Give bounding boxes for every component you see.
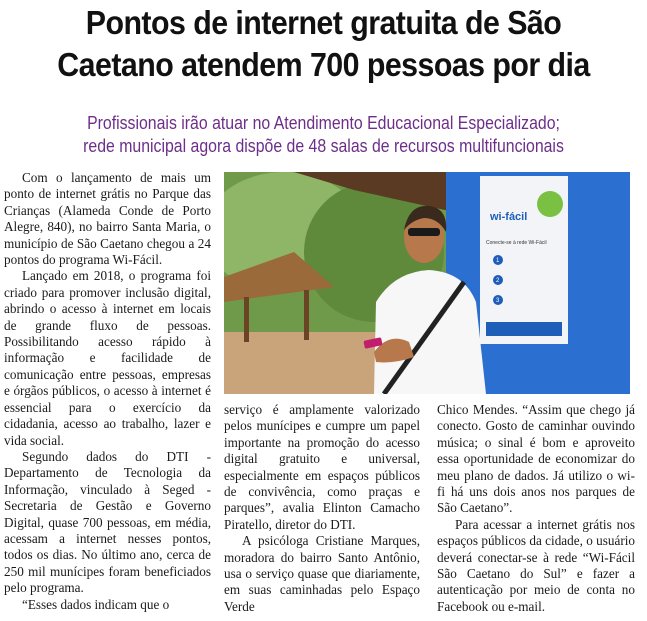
sign-instruction: Conecte-se à rede Wi-Fácil — [486, 240, 547, 246]
paragraph: Lançado em 2018, o programa foi criado para promover inclusão digital, abrindo o acesso à internet em locais de grande fluxo de pessoas. Possibilitando acesso rápido à informação e facilidade de comunicação entre pessoas, empresas e órgãos públicos, o acesso à internet é essencial para o exercício da cidadania, acesso ao trabalho, lazer e vida social. — [4, 268, 211, 448]
subhead-line-1: Profissionais irão atuar no Atendimento Educacional Especializado; — [87, 113, 560, 133]
headline-line-1: Pontos de internet gratuita de São — [85, 4, 562, 41]
paragraph: serviço é amplamente valorizado pelos munícipes e cumpre um papel importante na promoção do acesso digital gratuito e universal, especialmente em espaços públicos de convivência, como praças e parques”, avalia Elinton Camacho Piratello, diretor do DTI. — [224, 402, 420, 532]
photo-illustration — [224, 172, 630, 394]
gazebo-post — [244, 297, 249, 342]
paragraph: Para acessar a internet grátis nos espaços públicos da cidade, o usuário deverá conectar-se à rede “Wi-Fácil São Caetano do Sul” e fazer a autenticação por meio de conta no Facebook ou e-mail. — [437, 516, 635, 614]
text-column-2 — [224, 402, 420, 615]
paragraph: Com o lançamento de mais um ponto de internet grátis no Parque das Crianças (Alameda Conde de Porto Alegre, 840), no bairro Santa Maria, o município de São Caetano chegou a 24 pontos do programa Wi-Fácil. — [4, 170, 211, 268]
headline-line-2: Caetano atendem 700 pessoas por dia — [57, 46, 590, 83]
paragraph: Segundo dados do DTI - Departamento de Tecnologia da Informação, vinculado à Seged - Secretaria de Gestão e Governo Digital, quase 700 pessoas, em média, acessam a internet nesses pontos, todos os dias. No último ano, cerca de 250 mil munícipes foram beneficiados pelo programa. — [4, 448, 211, 596]
sign-step: 1 — [496, 258, 500, 264]
sign-logo: wi-fácil — [490, 211, 528, 223]
sunglasses-icon — [408, 228, 440, 236]
sign-footer — [486, 322, 562, 336]
gazebo-post — [304, 290, 309, 340]
sign-step: 3 — [496, 298, 500, 304]
article-photo — [224, 172, 630, 394]
article-headline — [26, 2, 621, 86]
text-column-1 — [4, 170, 211, 613]
paragraph: A psicóloga Cristiane Marques, moradora do bairro Santo Antônio, usa o serviço quase que diariamente, em suas caminhadas pelo Espaço Verde — [224, 533, 420, 614]
paragraph: “Esses dados indicam que o — [22, 596, 170, 612]
text-column-3 — [437, 402, 635, 615]
article-subhead — [39, 112, 608, 158]
paragraph: Chico Mendes. “Assim que chego já conecto. Gosto de caminhar ouvindo música; o sinal é bom e aproveito essa oportunidade de economizar do meu plano de dados. Já utilizo o wi-fi há uns dois anos nos parques de São Caetano”. — [437, 402, 635, 516]
sign-step: 2 — [496, 278, 500, 284]
subhead-line-2: rede municipal agora dispõe de 48 salas de recursos multifuncionais — [83, 136, 564, 156]
sign-badge-icon — [537, 191, 563, 217]
